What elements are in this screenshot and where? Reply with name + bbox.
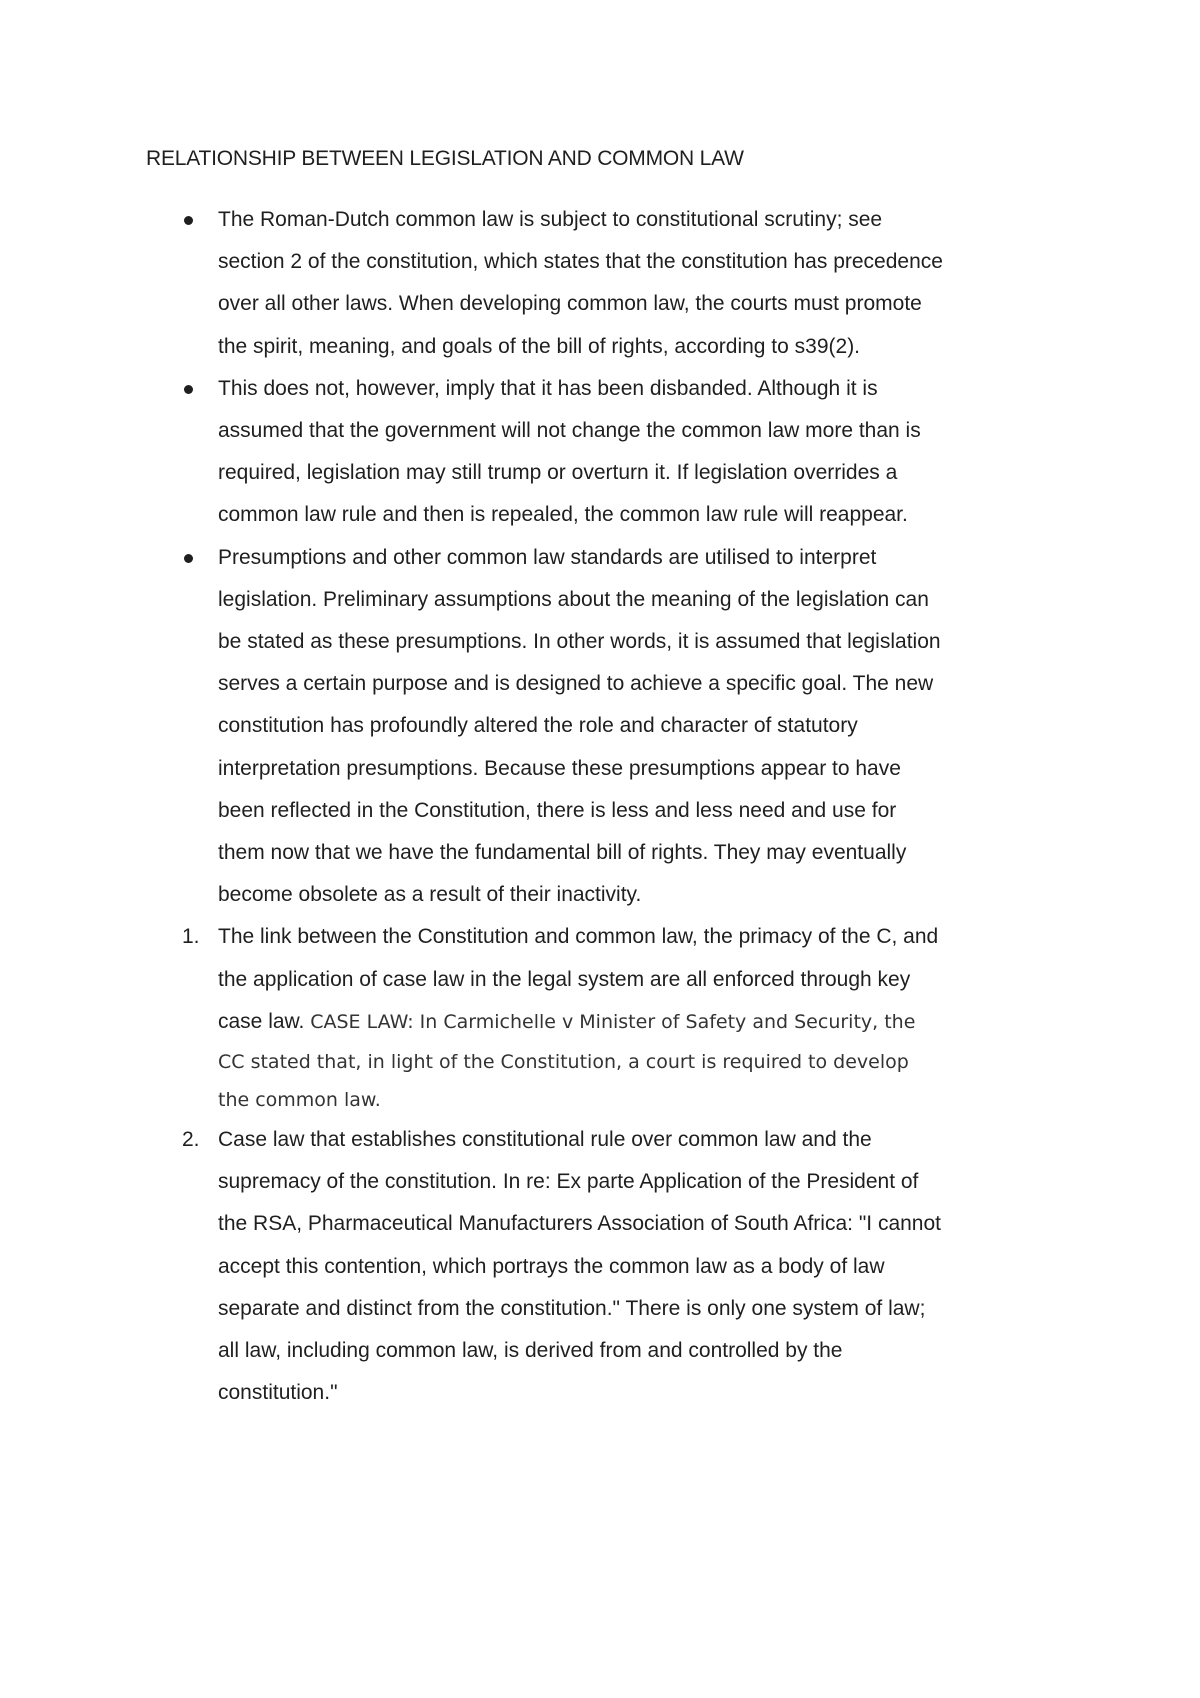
text-segment: case law.	[218, 1009, 311, 1033]
case-law-segment: CASE LAW: In Carmichelle v Minister of Safety and Security, the	[310, 1010, 916, 1033]
text-line: the common law.	[218, 1089, 381, 1112]
text-line: This does not, however, imply that it has been disbanded. Although it is	[218, 376, 878, 400]
text-line: the spirit, meaning, and goals of the bill of rights, according to s39(2).	[218, 334, 861, 358]
bullet-icon	[184, 385, 193, 394]
text-line: required, legislation may still trump or overturn it. If legislation overrides a	[218, 461, 898, 485]
text-line: all law, including common law, is derived from and controlled by the	[218, 1339, 843, 1363]
text-line: The link between the Constitution and common law, the primacy of the C, and	[218, 925, 939, 949]
text-line: the RSA, Pharmaceutical Manufacturers Association of South Africa: "I cannot	[218, 1212, 941, 1236]
text-line: serves a certain purpose and is designed to achieve a specific goal. The new	[218, 672, 934, 696]
text-line: accept this contention, which portrays the common law as a body of law	[218, 1254, 885, 1278]
bullet-icon	[184, 554, 193, 563]
text-line	[218, 1001, 1086, 1043]
text-line: The Roman-Dutch common law is subject to constitutional scrutiny; see	[218, 208, 883, 231]
text-line: constitution."	[218, 1381, 338, 1405]
text-line: Presumptions and other common law standards are utilised to interpret	[218, 545, 877, 569]
bullet-item	[146, 537, 1086, 917]
text-line: be stated as these presumptions. In other words, it is assumed that legislation	[218, 630, 941, 654]
bullet-icon	[184, 216, 193, 225]
document-body	[146, 199, 1086, 1414]
numbered-item	[146, 1119, 1086, 1414]
text-line: over all other laws. When developing common law, the courts must promote	[218, 292, 922, 316]
text-line: legislation. Preliminary assumptions about the meaning of the legislation can	[218, 587, 929, 611]
numbered-item	[146, 916, 1086, 1119]
text-line: assumed that the government will not change the common law more than is	[218, 419, 921, 443]
text-line: supremacy of the constitution. In re: Ex parte Application of the President of	[218, 1170, 919, 1194]
text-line: been reflected in the Constitution, there is less and less need and use for	[218, 798, 897, 822]
text-line: section 2 of the constitution, which states that the constitution has precedence	[218, 250, 943, 274]
bullet-item	[146, 368, 1086, 537]
list-number: 1.	[182, 925, 200, 949]
text-line: become obsolete as a result of their inactivity.	[218, 883, 642, 907]
text-line: common law rule and then is repealed, the common law rule will reappear.	[218, 503, 908, 527]
text-line: interpretation presumptions. Because these presumptions appear to have	[218, 756, 901, 780]
text-line: the application of case law in the legal system are all enforced through key	[218, 967, 911, 991]
document-title: RELATIONSHIP BETWEEN LEGISLATION AND COMMON LAW	[146, 147, 744, 170]
text-line: them now that we have the fundamental bill of rights. They may eventually	[218, 841, 907, 865]
text-line: constitution has profoundly altered the role and character of statutory	[218, 714, 858, 738]
text-line: CC stated that, in light of the Constitution, a court is required to develop	[218, 1051, 909, 1074]
text-line: separate and distinct from the constitution." There is only one system of law;	[218, 1296, 926, 1320]
bullet-item	[146, 199, 1086, 368]
list-number: 2.	[182, 1128, 200, 1152]
text-line: Case law that establishes constitutional rule over common law and the	[218, 1128, 872, 1152]
